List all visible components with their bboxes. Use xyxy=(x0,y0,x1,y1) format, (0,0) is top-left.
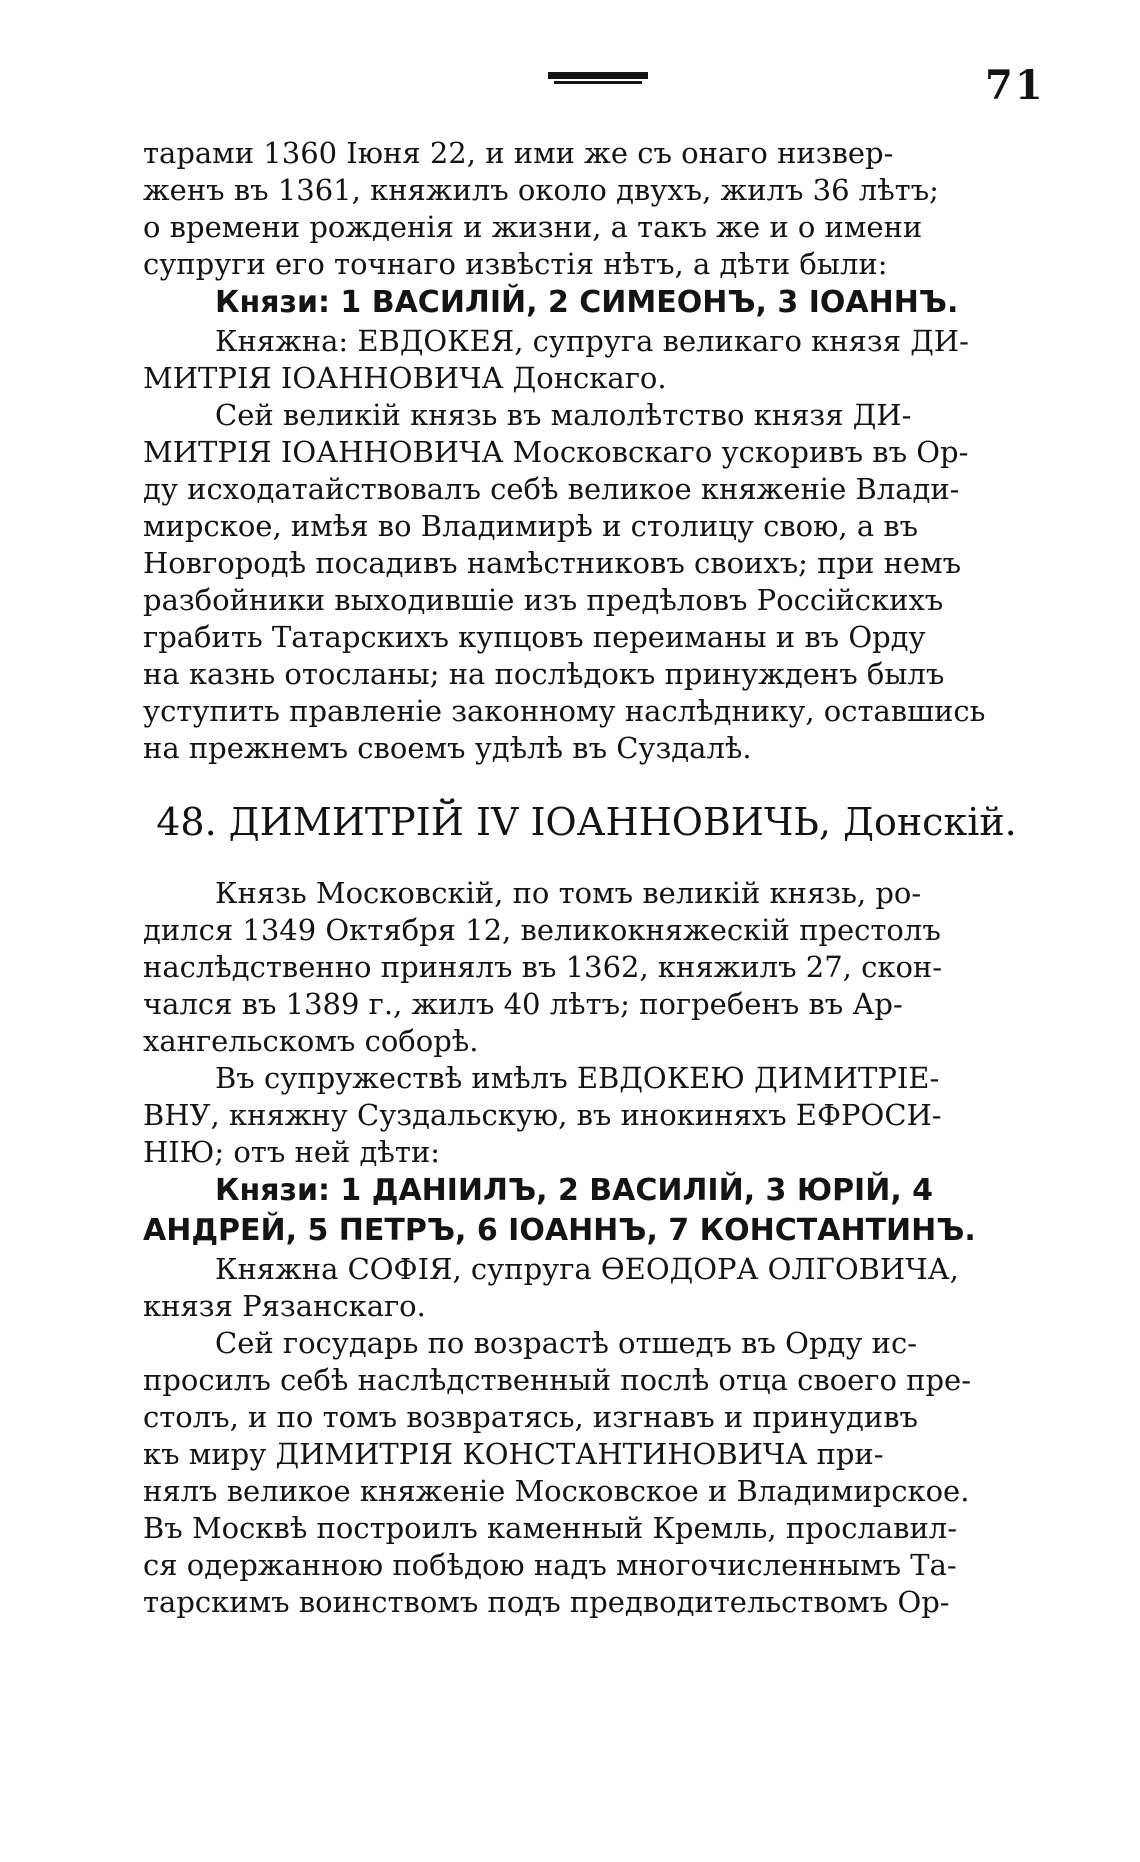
daughter-line: МИТРІЯ ІОАННОВИЧА Донскаго. xyxy=(143,361,667,395)
text-line: супруги его точнаго извѣстія нѣтъ, а дѣти были: xyxy=(143,247,888,281)
marriage-line: ВНУ, княжну Суздальскую, въ инокиняхъ ЕФРОСИ- xyxy=(143,1098,942,1132)
daughter-line: Княжна: ЕВДОКЕЯ, супруга великаго князя ДИ- xyxy=(215,324,969,358)
narrative-line: къ миру ДИМИТРІЯ КОНСТАНТИНОВИЧА при- xyxy=(143,1437,884,1471)
narrative-line: уступить правленіе законному наслѣднику, оставшись xyxy=(143,694,986,728)
narrative-line: на прежнемъ своемъ удѣлѣ въ Суздалѣ. xyxy=(143,731,752,765)
princes-line: АНДРЕЙ, 5 ПЕТРЪ, 6 ІОАННЪ, 7 КОНСТАНТИНЪ. xyxy=(143,1213,976,1248)
bio-line: дился 1349 Октября 12, великокняжескій престолъ xyxy=(143,913,941,947)
bio-line: чался въ 1389 г., жилъ 40 лѣтъ; погребенъ въ Ар- xyxy=(143,987,903,1021)
header-rule-thin xyxy=(554,81,642,84)
page-body xyxy=(143,135,1030,1621)
text-line: женъ въ 1361, княжилъ около двухъ, жилъ 36 лѣтъ; xyxy=(143,173,939,207)
narrative-line: Сей государь по возрастѣ отшедъ въ Орду ис- xyxy=(215,1326,918,1360)
narrative-line: ду исходатайствовалъ себѣ великое княженіе Влади- xyxy=(143,472,960,506)
narrative-line: на казнь отосланы; на послѣдокъ принужденъ былъ xyxy=(143,657,945,691)
narrative-line: ся одержанною побѣдою надъ многочисленнымъ Та- xyxy=(143,1548,957,1582)
narrative-line: нялъ великое княженіе Московское и Владимирское. xyxy=(143,1474,970,1508)
chapter-title: 48. ДИМИТРІЙ IV ІОАННОВИЧЬ, Донскій. xyxy=(156,800,1017,844)
narrative-line: Новгородѣ посадивъ намѣстниковъ своихъ; при немъ xyxy=(143,546,962,580)
narrative-line: грабить Татарскихъ купцовъ переиманы и въ Орду xyxy=(143,620,926,654)
bio-line: хангельскомъ соборѣ. xyxy=(143,1024,479,1058)
narrative-line: разбойники выходившіе изъ предѣловъ Россійскихъ xyxy=(143,583,944,617)
page-number: 71 xyxy=(985,62,1045,109)
narrative-line: мирское, имѣя во Владимирѣ и столицу свою, а въ xyxy=(143,509,919,543)
header-rule-thick xyxy=(548,72,648,79)
narrative-line: МИТРІЯ ІОАННОВИЧА Московскаго ускоривъ въ Ор- xyxy=(143,435,969,469)
narrative-line: тарскимъ воинствомъ подъ предводительствомъ Ор- xyxy=(143,1585,950,1619)
narrative-line: Сей великій князь въ малолѣтство князя ДИ- xyxy=(215,398,912,432)
princess-line: Княжна СОФІЯ, супруга ѲЕОДОРА ОЛГОВИЧА, xyxy=(215,1252,959,1286)
princes-line: Князи: 1 ДАНІИЛЪ, 2 ВАСИЛІЙ, 3 ЮРІЙ, 4 xyxy=(215,1173,934,1208)
marriage-line: НІЮ; отъ ней дѣти: xyxy=(143,1135,441,1169)
narrative-line: просилъ себѣ наслѣдственный послѣ отца своего пре- xyxy=(143,1363,972,1397)
bio-line: Князь Московскій, по томъ великій князь, ро- xyxy=(215,876,922,910)
header-ornament-rule xyxy=(548,72,648,86)
children-princes-line: Князи: 1 ВАСИЛІЙ, 2 СИМЕОНЪ, 3 ІОАННЪ. xyxy=(215,285,959,320)
bio-line: наслѣдственно принялъ въ 1362, княжилъ 27, скон- xyxy=(143,950,943,984)
text-line: тарами 1360 Іюня 22, и ими же съ онаго низвер- xyxy=(143,136,894,170)
narrative-line: Въ Москвѣ построилъ каменный Кремль, прославил- xyxy=(143,1511,958,1545)
princess-line: князя Рязанскаго. xyxy=(143,1289,426,1323)
text-line: о времени рожденія и жизни, а такъ же и о имени xyxy=(143,210,923,244)
marriage-line: Въ супружествѣ имѣлъ ЕВДОКЕЮ ДИМИТРІЕ- xyxy=(215,1061,940,1095)
narrative-line: столъ, и по томъ возвратясь, изгнавъ и принудивъ xyxy=(143,1400,918,1434)
